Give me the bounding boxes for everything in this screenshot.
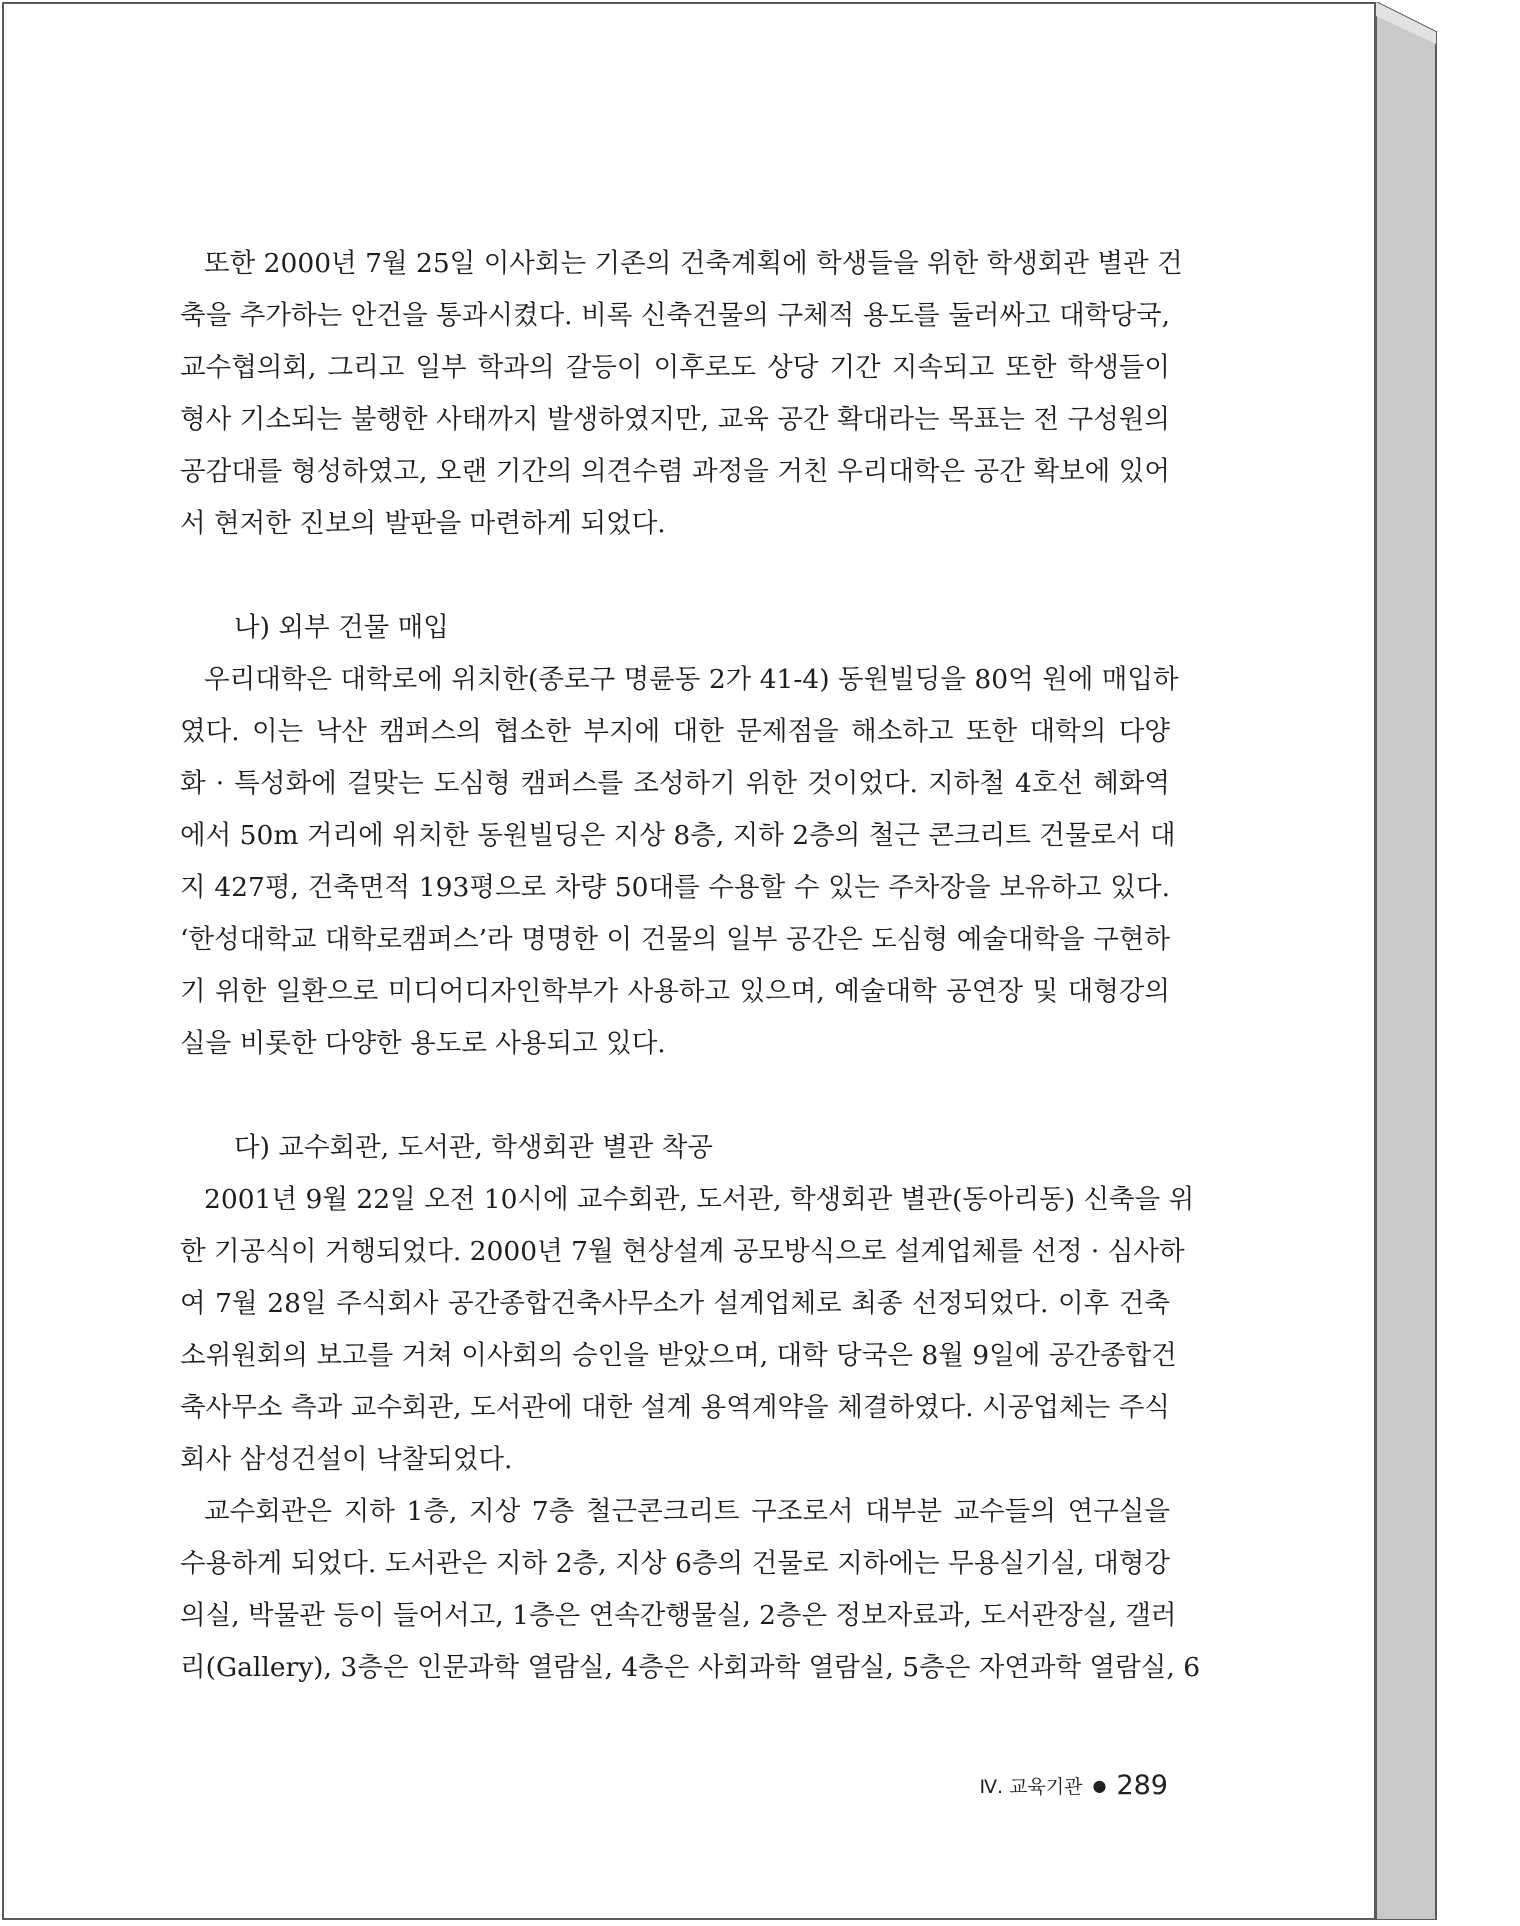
subsection-heading-construction: 다) 교수회관, 도서관, 학생회관 별관 착공 <box>234 1132 713 1163</box>
text-line: 화 · 특성화에 걸맞는 도심형 캠퍼스를 조성하기 위한 것이었다. 지하철 4호선 혜화역 <box>180 768 1170 799</box>
paragraph-groundbreaking <box>180 1174 1195 1486</box>
paragraph-budget <box>180 238 1183 550</box>
page-number: 289 <box>1116 1770 1168 1801</box>
text-line: 또한 2000년 7월 25일 이사회는 기존의 건축계획에 학생들을 위한 학생회관 별관 건 <box>204 248 1183 279</box>
running-section-title: Ⅳ. 교육기관 <box>979 1776 1083 1798</box>
text-line: 기 위한 일환으로 미디어디자인학부가 사용하고 있으며, 예술대학 공연장 및 대형강의 <box>180 976 1170 1007</box>
text-line: 수용하게 되었다. 도서관은 지하 2층, 지상 6층의 건물로 지하에는 무용실기실, 대형강 <box>180 1548 1170 1579</box>
text-line: 형사 기소되는 불행한 사태까지 발생하였지만, 교육 공간 확대라는 목표는 전 구성원의 <box>180 404 1170 435</box>
page-edge-shadow <box>1376 2 1438 1920</box>
text-line: 공감대를 형성하였고, 오랜 기간의 의견수렴 과정을 거친 우리대학은 공간 확보에 있어 <box>180 456 1170 487</box>
text-line: 한 기공식이 거행되었다. 2000년 7월 현상설계 공모방식으로 설계업체를 선정 · 심사하 <box>180 1236 1185 1267</box>
text-line: 축사무소 측과 교수회관, 도서관에 대한 설계 용역계약을 체결하였다. 시공업체는 주식 <box>180 1392 1170 1423</box>
subsection-heading-building-purchase: 나) 외부 건물 매입 <box>234 612 449 643</box>
text-line: 소위원회의 보고를 거쳐 이사회의 승인을 받았으며, 대학 당국은 8월 9일에 공간종합건 <box>180 1340 1177 1371</box>
spacer <box>180 1070 1170 1122</box>
text-line: 회사 삼성건설이 낙찰되었다. <box>180 1444 513 1475</box>
text-line: 의실, 박물관 등이 들어서고, 1층은 연속간행물실, 2층은 정보자료과, 도서관장실, 갤러 <box>180 1600 1177 1631</box>
spacer <box>180 550 1170 602</box>
text-line: 2001년 9월 22일 오전 10시에 교수회관, 도서관, 학생회관 별관(동아리동) 신축을 위 <box>204 1184 1195 1215</box>
page-footer <box>979 1770 1168 1801</box>
bullet-separator-icon: ● <box>1092 1776 1107 1795</box>
text-line: 에서 50m 거리에 위치한 동원빌딩은 지상 8층, 지하 2층의 철근 콘크리트 건물로서 대 <box>180 820 1176 851</box>
paragraph-building-purchase <box>180 654 1179 1070</box>
text-line: ‘한성대학교 대학로캠퍼스’라 명명한 이 건물의 일부 공간은 도심형 예술대학을 구현하 <box>180 924 1170 955</box>
text-line: 지 427평, 건축면적 193평으로 차량 50대를 수용할 수 있는 주차장을 보유하고 있다. <box>180 872 1170 903</box>
text-line: 교수회관은 지하 1층, 지상 7층 철근콘크리트 구조로서 대부분 교수들의 연구실을 <box>204 1496 1170 1527</box>
paragraph-facilities <box>180 1486 1201 1694</box>
text-line: 축을 추가하는 안건을 통과시켰다. 비록 신축건물의 구체적 용도를 둘러싸고 대학당국, <box>180 300 1170 331</box>
text-line: 였다. 이는 낙산 캠퍼스의 협소한 부지에 대한 문제점을 해소하고 또한 대학의 다양 <box>180 716 1170 747</box>
text-line: 실을 비롯한 다양한 용도로 사용되고 있다. <box>180 1028 666 1059</box>
text-line: 리(Gallery), 3층은 인문과학 열람실, 4층은 사회과학 열람실, 5층은 자연과학 열람실, 6 <box>180 1652 1201 1683</box>
text-line: 우리대학은 대학로에 위치한(종로구 명륜동 2가 41-4) 동원빌딩을 80억 원에 매입하 <box>204 664 1179 695</box>
text-line: 여 7월 28일 주식회사 공간종합건축사무소가 설계업체로 최종 선정되었다. 이후 건축 <box>180 1288 1170 1319</box>
text-line: 교수협의회, 그리고 일부 학과의 갈등이 이후로도 상당 기간 지속되고 또한 학생들이 <box>180 352 1170 383</box>
text-line: 서 현저한 진보의 발판을 마련하게 되었다. <box>180 508 666 539</box>
page-body <box>180 238 1201 1694</box>
